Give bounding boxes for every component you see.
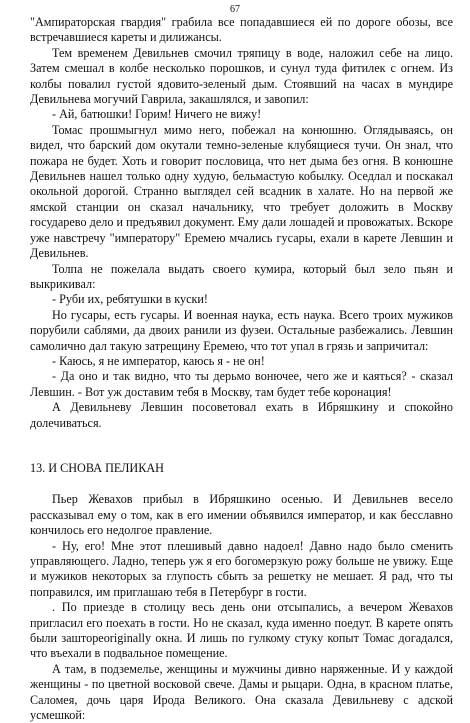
paragraph: - Да оно и так видно, что ты дерьмо вонючее, чего же и каяться? - сказал Левшин. - Вот уж доставим тебя в Москву, там будет тебе коронация! [30, 369, 453, 399]
paragraph: Пьер Жевахов прибыл в Ибряшкино осенью. И Девильнев весело рассказывал ему о том, как в его имении объявился император, и как бесславно кончилось его недолгое правление. [30, 492, 453, 538]
paragraph: - Ну, его! Мне этот плешивый давно надоел! Давно надо было сменить управляющего. Ладно, теперь уж я его богомерзкую рожу больше не увижу. Еще и мужиков некоторых за глупость сбыть за решетку не мешает. Я рад, что ты поправился, им приглашаю тебя в Петербург в гости. [30, 538, 453, 599]
paragraph: А Девильневу Левшин посоветовал ехать в Ибряшкину и спокойно долечиваться. [30, 400, 453, 430]
paragraph: Но гусары, есть гусары. И военная наука, есть наука. Всего троих мужиков порубили саблями, да двоих ранили из фузеи. Остальные разбежались. Левшин самолично дал такую затрещину Еремею, что тот упал в грязь и запричитал: [30, 307, 453, 353]
text-block [30, 15, 453, 723]
paragraph: - Каюсь, я не император, каюсь я - не он! [52, 353, 265, 368]
paragraph: - Руби их, ребятушки в куски! [52, 292, 208, 307]
paragraph: Томас прошмыгнул мимо него, побежал на конюшню. Оглядываясь, он видел, что барский дом окутали темно-зеленые клубящиеся тучи. Он знал, что пожара не будет. Хоть и говорит пословица, что нет дыма без огня. В конюшне Девильнев нашел только одну худую, бельмастую кобылку. Оседлал и поскакал окольной дорогой. Странно выглядел сей всадник в халате. Но на первой же ямской станции он сказал начальнику, что требует доложить в Москву государево дело и предъявил документ. Ему дали лошадей и провожатых. Вскоре уже навстречу "императору" Еремею мчались гусары, ехали в карете Левшин и Девильнев. [30, 122, 453, 261]
paragraph: Толпа не пожелала выдать своего кумира, который был зело пьян и выкрикивал: [30, 261, 453, 291]
paragraph: - Ай, батюшки! Горим! Ничего не вижу! [52, 107, 262, 122]
paragraph: А там, в подземелье, женщины и мужчины дивно наряженные. И у каждой женщины - по цветной восковой свече. Дамы и рыцари. Одна, в красном платье, Саломея, дочь царя Ирода Великого. Она сказала Девильневу с адской усмешкой: [30, 661, 453, 723]
paragraph: "Ампираторская гвардия" грабила все попадавшиеся ей по дороге обозы, все встречавшиеся кареты и дилижансы. [30, 15, 453, 45]
paragraph: Тем временем Девильнев смочил тряпицу в воде, наложил себе на лицо. Затем смешал в колбе несколько порошков, и сунул туда фитилек с огнем. Из колбы повалил густой ядовито-зеленый дым. Стоявший на часах в мундире Девильнева могучий Гаврила, закашлялся, и завопил: [30, 45, 453, 107]
chapter-heading: 13. И СНОВА ПЕЛИКАН [30, 460, 164, 475]
paragraph: . По приезде в столицу весь день они отсыпались, а вечером Жевахов пригласил его поехать в гости. Но не сказал, куда именно поедут. В карете опять были заштореoriginally окна. И лишь по гулкому стуку копыт Томас догадался, что въехали в подвальное помещение. [30, 600, 453, 661]
page-number: 67 [230, 4, 240, 15]
